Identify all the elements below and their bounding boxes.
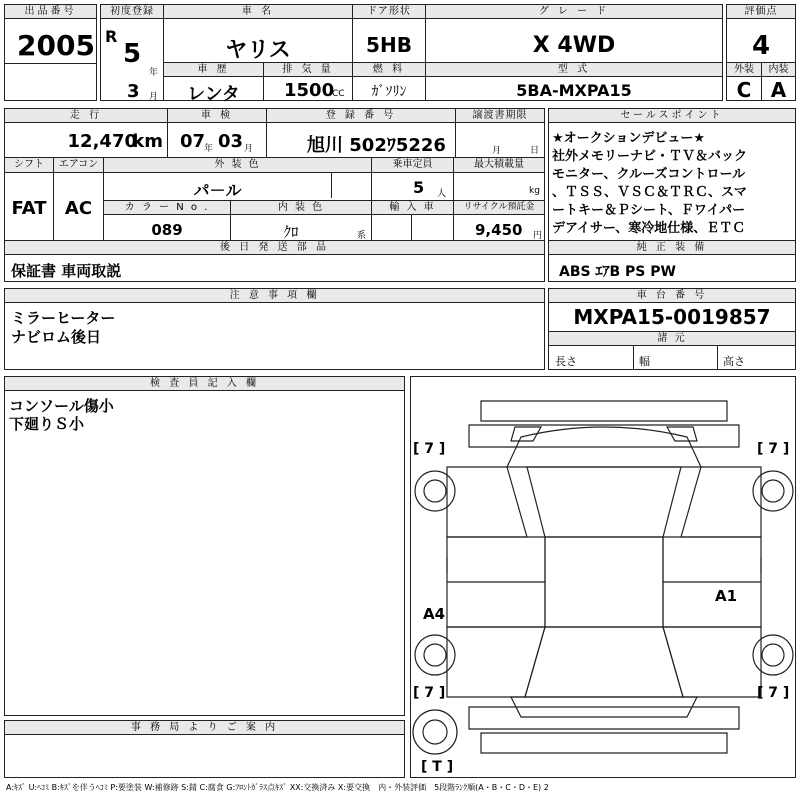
inspector-label: 検 査 員 記 入 欄 (5, 377, 404, 391)
door-label: ドア形状 (353, 5, 425, 19)
chassis-number: MXPA15-0019857 (573, 305, 771, 329)
insp-year-unit: 年 (204, 144, 214, 154)
score-box (726, 4, 796, 63)
shift-label: シフト (5, 158, 53, 173)
ext-label: 外装 (727, 63, 761, 77)
exterior-grade-box (726, 62, 762, 101)
sales-line: 、ＴＳＳ、ＶＳＣ＆ＴＲＣ、スマ (552, 185, 747, 200)
interior-color: ｸﾛ (283, 223, 299, 241)
colorno-label: カ ラ ー N o . (104, 201, 230, 215)
later-parts-box (4, 240, 545, 282)
year-unit: 年 (149, 68, 159, 78)
legend: A:ｷｽﾞ U:ﾍｺﾐ B:ｷｽﾞを伴うﾍｺﾐ P:要塗装 W:補修跡 S:錆 C:腐食 G:ﾌﾛﾝﾄｶﾞﾗｽ点ｷｽﾞ XX:交換済み X:要交換 内・外装評価 5段階ﾗﾝｸ順(A・B・C・D・E) 2 (6, 783, 549, 792)
score-label: 評価点 (727, 5, 795, 19)
capacity-unit: 人 (437, 189, 447, 199)
door-box (352, 4, 426, 63)
sales-line: ートキー＆Ｐシート、Ｆワイパー (552, 203, 746, 218)
model: 5BA-MXPA15 (516, 81, 632, 100)
car-outline (411, 377, 797, 779)
transfer-month: 月 (492, 146, 502, 156)
car-name-label: 車 名 (164, 5, 352, 19)
note-line: ナビロム後日 (11, 328, 102, 346)
load-unit: kg (529, 186, 540, 196)
color-label: 外 装 色 (104, 158, 371, 173)
transfer-box (455, 108, 545, 158)
first-registration-box (100, 4, 164, 101)
damage-mark: [ 7 ] (413, 441, 446, 457)
sales-point-box (548, 108, 796, 241)
mileage-label: 走 行 (5, 109, 167, 123)
car-name: ヤリス (225, 38, 291, 63)
later-parts-label: 後 日 発 送 部 品 (5, 241, 544, 255)
reg-label: 登 録 番 号 (267, 109, 455, 123)
spec-label: 諸 元 (549, 332, 795, 346)
fuel-box (352, 62, 426, 101)
model-box (425, 62, 723, 101)
car-name-box (163, 4, 353, 63)
history-box (163, 62, 264, 105)
damage-mark: A1 (715, 587, 738, 605)
reg-month: 3 (127, 81, 140, 102)
spec-grid (4, 157, 545, 241)
registration-number: 旭川 502ﾜ5226 (307, 135, 446, 156)
sales-line: モニター、クルーズコントロール (552, 167, 746, 182)
displacement-label: 排 気 量 (264, 63, 352, 77)
color-number: 089 (151, 221, 183, 239)
inspection-label: 車 検 (168, 109, 266, 123)
notes-label: 注 意 事 項 欄 (5, 289, 544, 303)
mileage: 12,470 (67, 131, 137, 152)
fuel: ｶﾞｿﾘﾝ (371, 84, 407, 100)
history-label: 車 歴 (164, 63, 263, 77)
width-label: 幅 (639, 355, 650, 368)
recycle-unit: 円 (533, 231, 543, 241)
displacement: 1500 (284, 80, 335, 101)
inspector-box (4, 376, 405, 716)
lot-box (4, 4, 97, 101)
grade: X 4WD (532, 33, 616, 58)
capacity: 5 (413, 178, 425, 197)
exterior-color: パ－ル (193, 181, 242, 200)
chassis-label: 車 台 番 号 (549, 289, 795, 303)
transfer-label: 譲渡書期限 (456, 109, 544, 123)
first-reg-label: 初度登録 (101, 5, 163, 19)
int-grade: A (770, 78, 787, 102)
height-label: 高さ (723, 355, 745, 368)
ac-label: エアコン (54, 158, 103, 173)
ext-grade: C (736, 78, 752, 102)
registration-box (266, 108, 456, 158)
load-label: 最大積載量 (454, 158, 544, 173)
genuine-label: 純 正 装 備 (549, 241, 795, 255)
recycle-fee: 9,450 (475, 221, 523, 239)
score: 4 (751, 31, 771, 61)
damage-mark: [ 7 ] (413, 685, 446, 701)
import-label: 輸 入 車 (372, 201, 453, 215)
insp-month: 03 (218, 131, 244, 152)
insp-month-unit: 月 (244, 144, 254, 154)
shift: FAT (11, 198, 47, 219)
office-box (4, 720, 405, 778)
damage-mark: [ 7 ] (757, 685, 790, 701)
inspector-line: 下廻りＳ小 (9, 415, 85, 433)
car-diagram (410, 376, 796, 778)
notes-box (4, 288, 545, 370)
note-line: ミラーヒーター (11, 309, 116, 327)
km-unit: km (132, 131, 163, 152)
interior-unit: 系 (357, 231, 367, 241)
later-parts: 保証書 車両取説 (11, 262, 122, 280)
chassis-box (548, 288, 796, 370)
inspection-box (167, 108, 267, 158)
reg-year: 5 (123, 39, 142, 69)
sales-line: 社外メモリーナビ・ＴＶ＆バック (552, 149, 748, 164)
cc-unit: CC (332, 89, 345, 99)
damage-mark: [ T ] (421, 759, 454, 775)
int-label: 内装 (762, 63, 795, 77)
sales-point-label: セールスポイント (549, 109, 795, 123)
damage-mark: [ 7 ] (757, 441, 790, 457)
genuine-equipment: ABS ｴｱB PS PW (559, 264, 676, 280)
era: R (105, 27, 118, 46)
displacement-box (263, 62, 353, 101)
interior-label: 内 装 色 (231, 201, 371, 215)
mileage-box (4, 108, 168, 158)
fuel-label: 燃 料 (353, 63, 425, 77)
capacity-label: 乗車定員 (372, 158, 453, 173)
recycle-label: リサイクル預託金 (454, 201, 544, 215)
sales-line: デアイサー、寒冷地仕様、ＥＴＣ (552, 221, 746, 236)
lot-label: 出品番号 (5, 5, 96, 19)
model-label: 型 式 (426, 63, 722, 77)
length-label: 長さ (555, 355, 577, 368)
insp-year: 07 (180, 131, 206, 152)
damage-mark: A4 (423, 605, 446, 623)
office-label: 事 務 局 よ り ご 案 内 (5, 721, 404, 735)
interior-grade-box (761, 62, 796, 101)
transfer-day: 日 (530, 146, 540, 156)
grade-box (425, 4, 723, 63)
grade-label: グ レ ー ド (426, 5, 722, 19)
lot-number: 2005 (17, 29, 95, 62)
history: レンタ (187, 84, 240, 105)
inspector-line: コンソール傷小 (9, 397, 114, 415)
month-unit: 月 (149, 92, 159, 102)
sales-line: ★オークションデビュー★ (552, 131, 706, 146)
ac: AC (64, 198, 93, 219)
genuine-equipment-box (548, 240, 796, 282)
door-type: 5HB (366, 33, 412, 57)
